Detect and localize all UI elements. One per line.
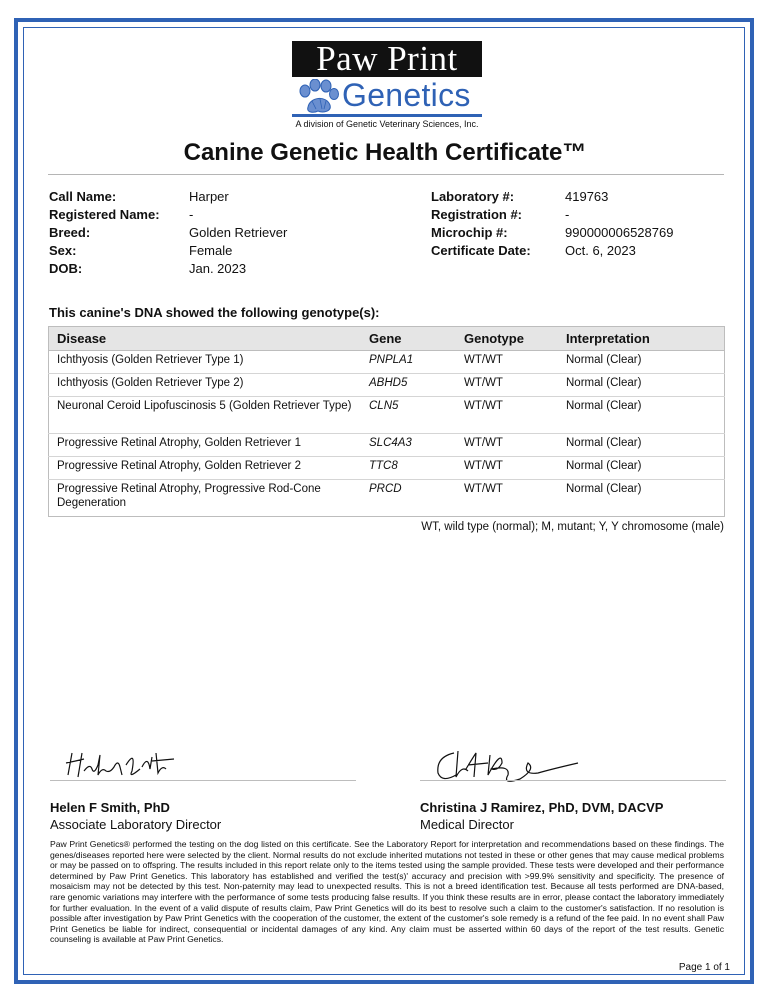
signature-icon — [432, 745, 582, 790]
signature-line — [50, 780, 356, 781]
signer-name: Helen F Smith, PhD — [50, 800, 170, 815]
lab-info-row — [431, 188, 673, 206]
title-divider — [48, 174, 724, 175]
interpretation-cell: Normal (Clear) — [558, 457, 725, 480]
gene-cell: CLN5 — [361, 397, 456, 434]
genotype-cell: WT/WT — [456, 457, 558, 480]
signer-title: Medical Director — [420, 817, 514, 832]
interpretation-cell: Normal (Clear) — [558, 351, 725, 374]
disease-cell: Progressive Retinal Atrophy, Golden Retriever 1 — [49, 434, 362, 457]
paw-print-genetics-logo — [292, 41, 482, 129]
logo-underline — [292, 114, 482, 117]
table-row — [49, 397, 725, 434]
info-value: - — [189, 207, 194, 222]
info-value: Harper — [189, 189, 229, 204]
info-value: Jan. 2023 — [189, 261, 247, 276]
signature-line — [420, 780, 726, 781]
info-label: Breed: — [49, 225, 91, 240]
interpretation-cell: Normal (Clear) — [558, 374, 725, 397]
gene-cell: SLC4A3 — [361, 434, 456, 457]
table-row — [49, 457, 725, 480]
disease-cell: Neuronal Ceroid Lipofuscinosis 5 (Golden Retriever Type) — [49, 397, 362, 434]
gene-cell: ABHD5 — [361, 374, 456, 397]
gene-cell: TTC8 — [361, 457, 456, 480]
lab-info — [431, 188, 673, 260]
info-value: Oct. 6, 2023 — [565, 243, 636, 258]
genotype-cell: WT/WT — [456, 434, 558, 457]
dog-info-row — [49, 188, 287, 206]
genotype-heading: This canine's DNA showed the following genotype(s): — [49, 305, 380, 320]
dog-info-row — [49, 260, 287, 278]
info-label: Laboratory #: — [431, 189, 515, 204]
logo-subtitle: A division of Genetic Veterinary Sciences, Inc. — [295, 119, 479, 129]
table-row — [49, 480, 725, 517]
info-label: Registered Name: — [49, 207, 160, 222]
column-header-gene: Gene — [361, 327, 456, 351]
disease-cell: Ichthyosis (Golden Retriever Type 1) — [49, 351, 362, 374]
genotype-cell: WT/WT — [456, 397, 558, 434]
info-label: DOB: — [49, 261, 83, 276]
info-value: - — [565, 207, 570, 222]
info-label: Registration #: — [431, 207, 523, 222]
logo-line1: Paw Print — [292, 41, 482, 77]
info-label: Certificate Date: — [431, 243, 531, 258]
dog-info-row — [49, 206, 287, 224]
disease-cell: Progressive Retinal Atrophy, Golden Retriever 2 — [49, 457, 362, 480]
column-header-interpretation: Interpretation — [558, 327, 725, 351]
disclaimer-text: Paw Print Genetics® performed the testing on the dog listed on this certificate. See the Laboratory Report for interpretation and recommendations based on these findings. The genes/diseases reported here were selected by the client. Normal results do not exclude inherited mutations not tested in these or other genes that may cause medical problems or may be passed on to offspring. The results included in this report relate only to the items tested using the sample provided. These tests were developed and their performance determined by Paw Print Genetics. This laboratory has established and verified the test(s)' accuracy and precision with >99.9% sensitivity and specificity. The presence of mosaicism may not be detected by this test. Non-paternity may lead to unexpected results. This is not a breed identification test. Because all tests performed are DNA-based, rare genomic variations may interfere with the performance of some tests producing false results. If you think these results are in error, please contact the laboratory immediately for further evaluation. In the event of a valid dispute of results claim, Paw Print Genetics will do its best to resolve such a claim to the customer's satisfaction. If no resolution is possible after investigation by Paw Print Genetics with the cooperation of the customer, the extent of the customer's sole remedy is a refund of the fee paid. In no event shall Paw Print Genetics be liable for indirect, consequential or incidental damages of any kind. Any claim must be asserted within 60 days of the report of the test results. Genetic counseling is available at Paw Print Genetics. — [50, 839, 724, 945]
table-header-row — [49, 327, 725, 351]
gene-cell: PRCD — [361, 480, 456, 517]
info-label: Microchip #: — [431, 225, 508, 240]
dog-info-row — [49, 242, 287, 260]
interpretation-cell: Normal (Clear) — [558, 434, 725, 457]
table-row — [49, 351, 725, 374]
dog-info-row — [49, 224, 287, 242]
genotype-cell: WT/WT — [456, 351, 558, 374]
signer-title: Associate Laboratory Director — [50, 817, 222, 832]
info-label: Sex: — [49, 243, 77, 258]
info-value: 990000006528769 — [565, 225, 674, 240]
signature-icon — [62, 745, 182, 785]
lab-info-row — [431, 224, 673, 242]
paw-print-icon — [296, 79, 340, 115]
lab-info-row — [431, 206, 673, 224]
interpretation-cell: Normal (Clear) — [558, 480, 725, 517]
disease-cell: Progressive Retinal Atrophy, Progressive Rod-Cone Degeneration — [49, 480, 362, 517]
genotype-legend: WT, wild type (normal); M, mutant; Y, Y chromosome (male) — [421, 521, 724, 533]
info-label: Call Name: — [49, 189, 117, 204]
dog-info — [49, 188, 287, 278]
table-row — [49, 374, 725, 397]
interpretation-cell: Normal (Clear) — [558, 397, 725, 434]
certificate-title: Canine Genetic Health Certificate™ — [183, 139, 587, 166]
genotype-cell: WT/WT — [456, 374, 558, 397]
genotype-cell: WT/WT — [456, 480, 558, 517]
column-header-genotype: Genotype — [456, 327, 558, 351]
logo-line2: Genetics — [342, 77, 471, 113]
logo-mid — [292, 77, 482, 117]
lab-info-row — [431, 242, 673, 260]
disease-cell: Ichthyosis (Golden Retriever Type 2) — [49, 374, 362, 397]
table-row — [49, 434, 725, 457]
page-number: Page 1 of 1 — [678, 962, 730, 973]
column-header-disease: Disease — [49, 327, 362, 351]
genotype-table — [48, 326, 725, 517]
info-value: Female — [189, 243, 233, 258]
info-value: Golden Retriever — [189, 225, 288, 240]
info-value: 419763 — [565, 189, 609, 204]
signer-name: Christina J Ramirez, PhD, DVM, DACVP — [420, 800, 664, 815]
gene-cell: PNPLA1 — [361, 351, 456, 374]
